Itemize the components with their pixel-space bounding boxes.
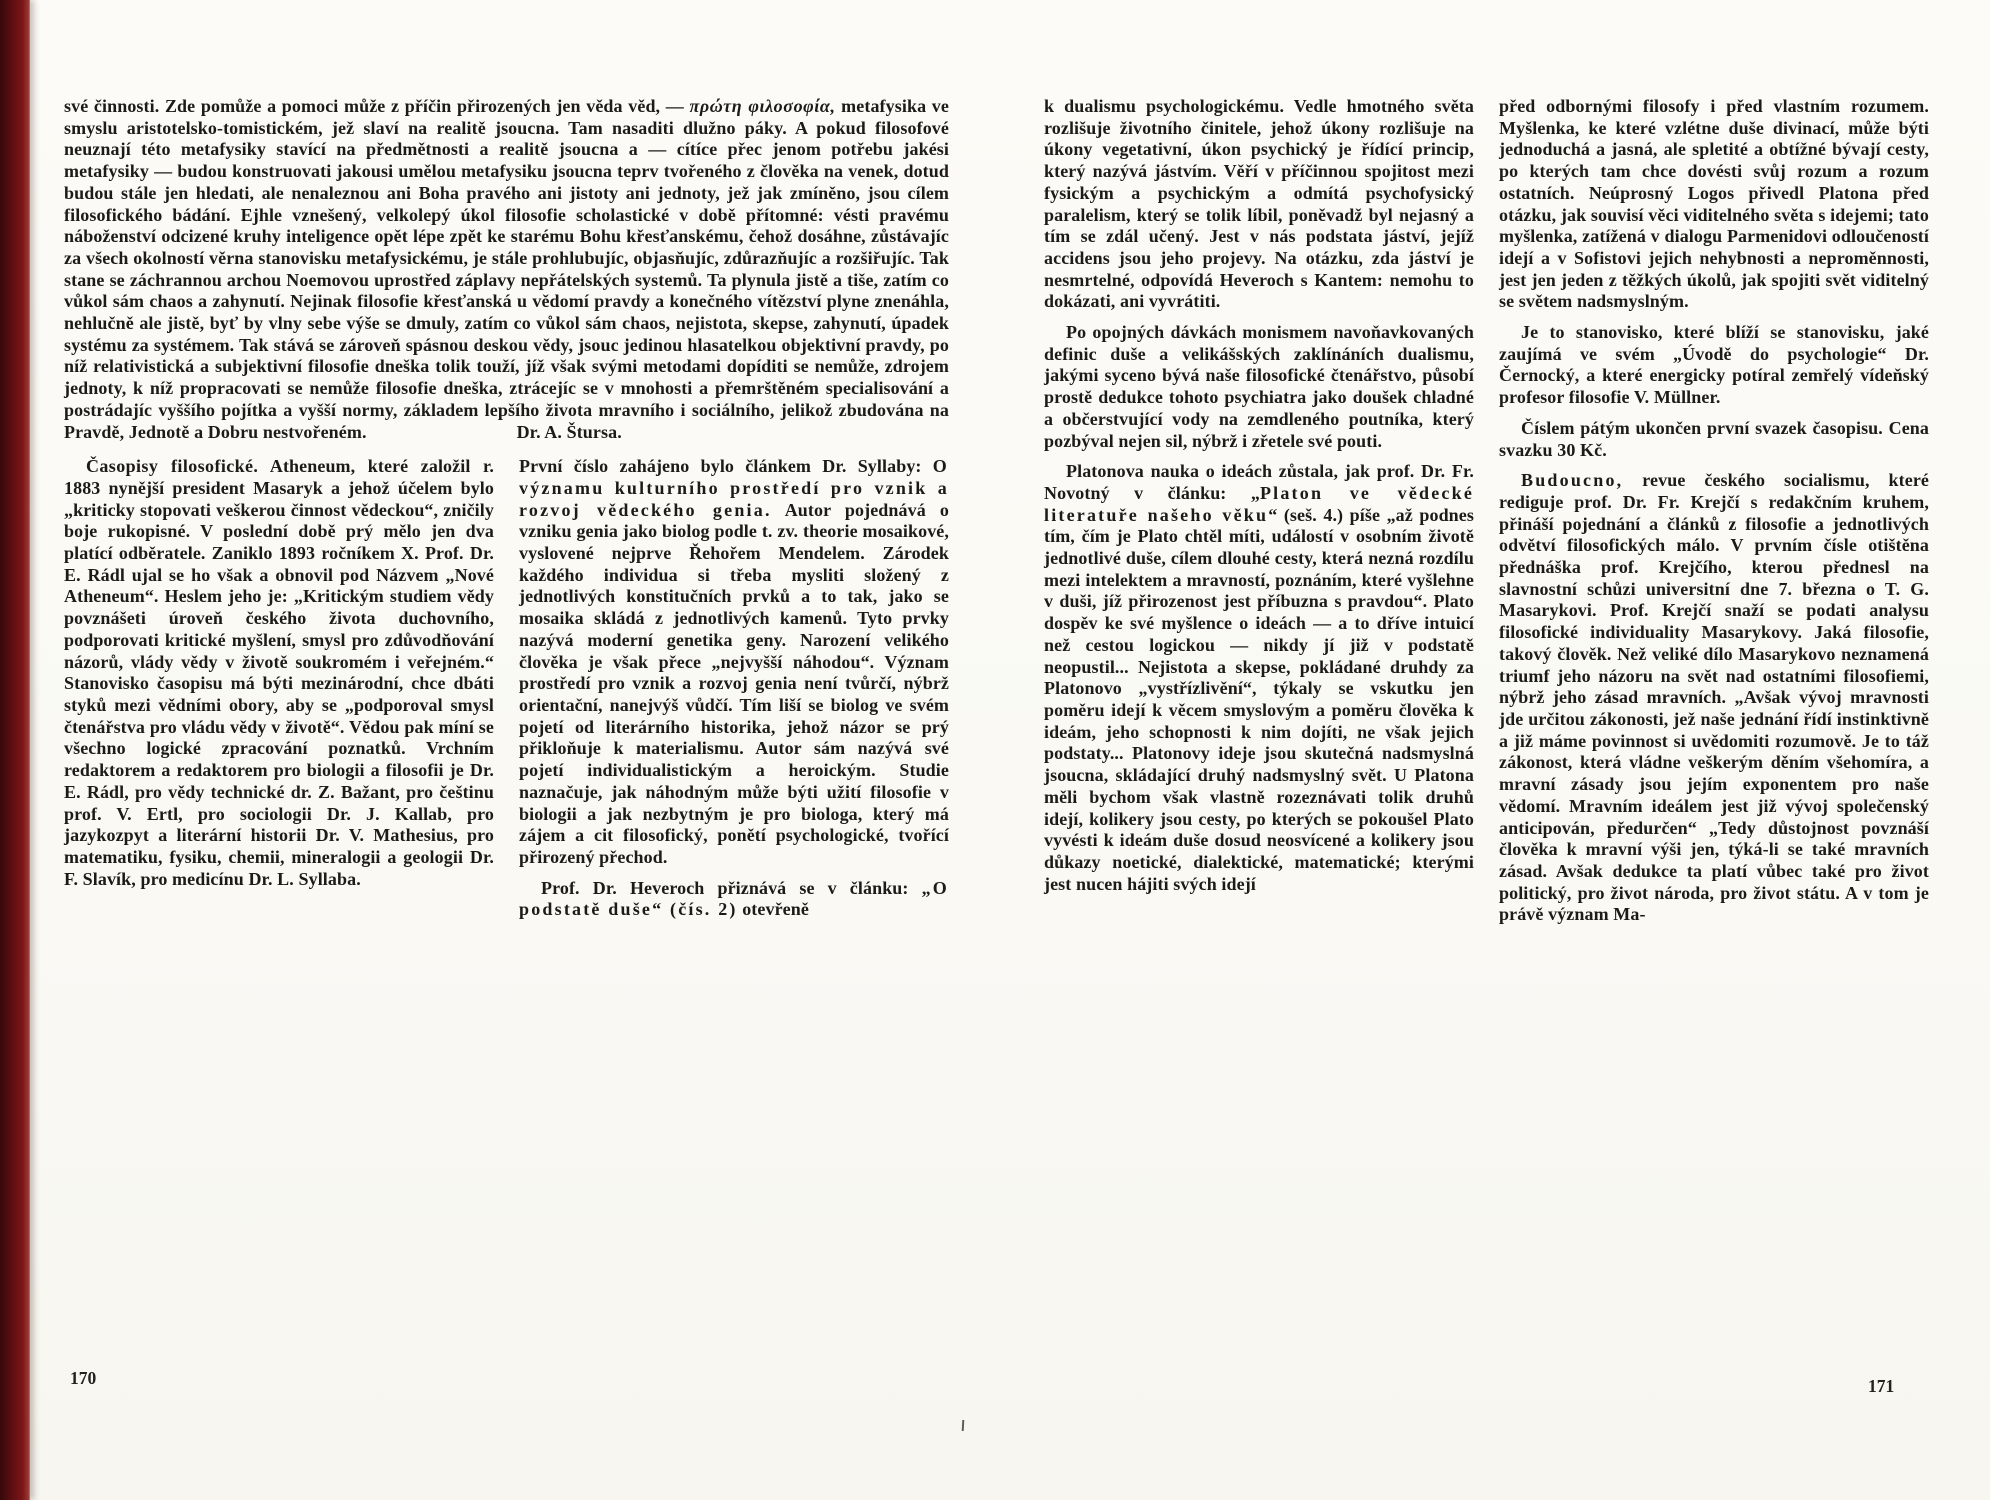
paragraph-text: Prof. Dr. Heveroch přiznává se v článku: [541, 877, 922, 898]
scan-artifact [962, 1420, 965, 1431]
paragraph-text: Po opojných dávkách monismem navoňavkovaných definic duše a velikášských zaklínáních dualismu, jakými syceno bývá naše filosofické čtenářstvo, působí prostě dedukce tohoto psychiatra jako doušek chladné a občerstvující vody na zemdleného poutníka, který pozbýval nejen sil, nýbrž i zřetele své pouti. [1044, 322, 1474, 451]
monism-paragraph [1044, 322, 1474, 452]
paragraph-text: revue českého socialismu, které rediguje prof. Dr. Fr. Krejčí s redakčním kruhem, přináší pojednání a článků z filosofie a jednotlivých odvětví filosofických málo. V prvním čísle otištěna přednáška prof. Krejčího, kterou přednesl na slavnostní schůzi universitní dne 7. března o T. G. Masarykovi. Prof. Krejčí snaží se podati analysu filosofické individuality Masarykovy. Jaká filosofie, takový člověk. Než veliké dílo Masarykovo neznamená triumf jeho názoru na svět nad ostatními filosofiemi, nýbrž jeho zásad mravních. „Avšak vývoj mravnosti jde určitou zákonosti, jež naše jednání řídí instinktivně a již máme povinnost si uvědomiti rozumově. Je to táž zákonost, která vládne veškerým děním všehomíra, a mravní zásady jsou jejím exponentem pro naše vědomí. Mravním ideálem jest již vývoj společenský anticipován, předurčen“ „Tedy důstojnost povznáší člověka k mravní výši jen, týká-li se také mravních zásad. Avšak dedukce ta platí vůbec také pro život politický, pro život národa, pro život státu. A v tom je právě význam Ma- [1499, 470, 1929, 925]
article-title-spaced: „O podstatě duše“ (čís. 2) [519, 877, 949, 920]
page-number-right: 171 [1868, 1376, 1895, 1396]
page-number-left: 170 [70, 1368, 97, 1388]
author-signature: Dr. A. Štursa. [516, 421, 622, 442]
right-page-column-2 [1499, 96, 1929, 926]
paragraph-text: Číslem pátým ukončen první svazek časopisu. Cena svazku 30 Kč. [1499, 417, 1929, 460]
dualism-paragraph [1044, 96, 1474, 313]
intro-text-1: své činnosti. Zde pomůže a pomoci může z příčin přirozených jen věda věd, — [64, 96, 690, 116]
budoucno-paragraph [1499, 470, 1929, 926]
left-page-column-1 [64, 456, 494, 921]
book-cover-edge [0, 0, 30, 1500]
price-note-paragraph [1499, 418, 1929, 461]
article-syllaba-paragraph [519, 456, 949, 868]
page-right [1044, 96, 1930, 926]
paragraph-text: k dualismu psychologickému. Vedle hmotného světa rozlišuje životního činitele, jehož úkony rozlišuje na úkony vegetativní, úkon psychický je řídící princip, který nazývá jástvím. Věří v příčinnou spojitost mezi fysickým a psychickým a odmítá psychofysický paralelism, který se tolik líbil, poněvadž byl nejasný a tím se zdál učený. Jest v nás podstata jáství, jejíž accidens jsou jeho projevy. Na otázku, zda jáství je nesmrtelné, odpovídá Heveroch s Kantem: nemohu to dokázati, ani vyvrátiti. [1044, 96, 1474, 312]
platon-paragraph [1044, 461, 1474, 895]
intro-paragraph [64, 96, 949, 443]
intro-section [64, 96, 949, 443]
article-title-spaced: O významu kulturního prostředí pro vznik a rozvoj vědeckého genia. [519, 456, 949, 520]
journal-review-atheneum [64, 456, 494, 890]
article-heveroch-paragraph [519, 878, 949, 921]
right-page-columns [1044, 96, 1930, 926]
paragraph-text: Platonova nauka o ideách zůstala, jak prof. Dr. Fr. Novotný v článku: „ [1044, 461, 1474, 503]
right-page-column-1 [1044, 96, 1474, 926]
page-left [64, 96, 949, 921]
paragraph-text: Autor pojednává o vzniku genia jako biolog podle t. zv. theorie mosaikové, vyslovené nejprve Řehořem Mendelem. Zárodek každého individua si třeba mysliti složený z jednotlivých konstitučních prvků a to tak, jako se mosaika skládá z jednotlivých kamenů. Tyto prvky nazývá moderní genetika geny. Narození velikého člověka je však přece „nejvyšší náhodou“. Význam prostředí pro vznik a rozvoj genia není tvůrčí, nýbrž orientační, nanejvýš vůdčí. Tím liší se biolog ve svém pojetí od literárního historika, jehož názor se prý přikloňuje k materialismu. Autor sám nazývá své pojetí individualistickým a heroickým. Studie naznačuje, jak náhodným může býti užití filosofie v biologii a jak nezbytným je pro biologa, který má zájem a cit filosofický, ponětí psychologické, tvořící přirozený přechod. [519, 499, 949, 867]
paragraph-text: První číslo zahájeno bylo článkem Dr. Syllaby: [519, 456, 933, 477]
paragraph-text: před odbornými filosofy i před vlastním rozumem. Myšlenka, ke které vzlétne duše divinací, může býti jednoduchá a jasná, ale spletité a obtížné bývají cesty, po kterých tam chce dovésti svůj rozum a rozum ostatních. Neúprosný Logos přivedl Platona před otázku, jak souvisí věci viditelného světa s idejemi; tato myšlenka, zatížená v dialogu Parmenidovi odloučeností idejí a v Sofistovi jejich nehybnosti a neproměnnosti, jest jen jeden z těžkých úkolů, jak spojiti svět viditelný se světem nadsmyslným. [1499, 96, 1929, 312]
stanovisko-paragraph [1499, 322, 1929, 409]
journal-name-spaced: Budoucno, [1521, 470, 1624, 491]
left-page-column-2 [519, 456, 949, 921]
section-lead: Časopisy filosofické. [86, 456, 259, 477]
intro-text-2: metafysika ve smyslu aristotelsko-tomistickém, jež slaví na realitě jsoucna. Tam nasaditi dlužno páky. A pokud filosofové neuznají této metafysiky stavící na předmětnosti a realitě jsoucna a — cítíce přec jenom potřebu jakési metafysiky — budou konstruovati jakousi umělou metafysiku jsoucna teprv tvořeného z člověka na venek, dotud budou stále jen hledati, ale nenaleznou ani Boha pravého ani jistoty ani jednoty, jež jak zmíněno, jsou cílem filosofického bádání. Ejhle vznešený, velkolepý úkol filosofie scholastické v době přítomné: vésti pravému náboženství odcizené kruhy inteligence opět lépe zpět ke starému Bohu křesťanskému, čehož dosáhne, zůstávajíc za všech okolností věrna stanovisku metafysickému, je stále prohlubujíc, objasňujíc, zdůrazňujíc a rozšiřujíc. Tak stane se záchrannou archou Noemovou uprostřed záplavy nepřátelských systemů. Ta plynula jistě a tiše, zatím co vůkol sám chaos a zahynutí. Nejinak filosofie křesťanská u vědomí pravdy a konečného vítězství plyne znenáhla, nehlučně ale jistě, byť by vlny sebe výše se dmuly, zatím co vůkol sám chaos, nejistota, skepse, zahynutí, úpadek systému za systémem. Tak stává se zároveň spásnou deskou vědy, jsouc jedinou hlasatelkou objektivní pravdy, po níž relativistická a subjektivní filosofie dneška tolik touží, jíž však svými metodami dopíditi se nemůže, zdrojem jednoty, k níž propracovati se nemůže filosofie dneška, ztrácejíc se v mnohosti a přemrštěném specialisování a postrádajíc vyššího pojítka a vyšší normy, základem lepšího života mravního i sociálního, jelikož zbudována na Pravdě, Jednotě a Dobru nestvořeném. [64, 96, 949, 442]
logos-paragraph [1499, 96, 1929, 313]
paragraph-text: Atheneum, které založil r. 1883 nynější president Masaryk a jehož účelem bylo „kriticky stopovati veškerou činnost vědeckou“, zničily boje rukopisné. V poslední době prý mělo jen dva platící odběratele. Zaniklo 1893 ročníkem X. Prof. Dr. E. Rádl ujal se ho však a obnovil pod Názvem „Nové Atheneum“. Heslem jeho je: „Kritickým studiem vědy povznášeti úroveň českého života duchovního, podporovati kritické myšlení, smysl pro zdůvodňování názorů, vlády vědy v životě soukromém i veřejném.“ Stanovisko časopisu má býti mezinárodní, chce dbáti styků mezi vědními obory, aby se „podporoval smysl čtenářstva pro vládu vědy v životě“. Vědou pak míní se všechno logické zpracování poznatků. Vrchním redaktorem a redaktorem pro biologii a filosofii je Dr. E. Rádl, pro vědy technické dr. Z. Bažant, pro češtinu prof. V. Ertl, pro sociologii Dr. J. Kallab, pro jazykozpyt a literární historii Dr. V. Mathesius, pro matematiku, fysiku, chemii, mineralogii a geologii Dr. F. Slavík, pro medicínu Dr. L. Syllaba. [64, 456, 494, 889]
article-title-spaced: Platon ve vědecké literatuře našeho věku [1044, 482, 1475, 525]
paragraph-text: “ (seš. 4.) píše „až podnes tím, čím je Plato chtěl míti, událostí v osobním životě jednotlivé duše, cílem dlouhé cesty, která nezná rozdílu mezi intelektem a mravností, poznáním, které vyšlehne v duši, jíž přirozenost jest příbuzna s pravdou“. Plato dospěv ke své myšlence o ideách — a to dříve intuicí než cestou logickou — nikdy jí již v podstatě neopustil... Nejistota a skepse, pokládané druhdy za Platonovo „vystřízlivění“, týkaly se vskutku jen poměru idejí k věcem smyslovým a poměru člověka k ideám, jeho schopnosti k nim dojíti, ne však jejich podstaty... Platonovy ideje jsou skutečná nadsmyslná jsoucna, skládající druhý nadsmyslný svět. U Platona měli bychom však vlastně rozeznávati tolik druhů idejí, kolikery jsou cesty, po kterých se pokoušel Plato vyvésti k ideám duše dosud neosvícené a kolikery jsou důkazy noetické, dialektické, matematické; kterými jest nucen hájiti svých idejí [1044, 504, 1474, 894]
paragraph-text: Je to stanovisko, které blíží se stanovisku, jaké zaujímá ve svém „Úvodě do psychologie“ Dr. Černocký, a které energicky potíral zemřelý vídeňský profesor filosofie V. Müllner. [1499, 322, 1929, 408]
left-page-columns [64, 456, 949, 921]
greek-term: πρώτη φιλοσοφία, [689, 96, 836, 116]
paragraph-text: otevřeně [737, 899, 809, 920]
